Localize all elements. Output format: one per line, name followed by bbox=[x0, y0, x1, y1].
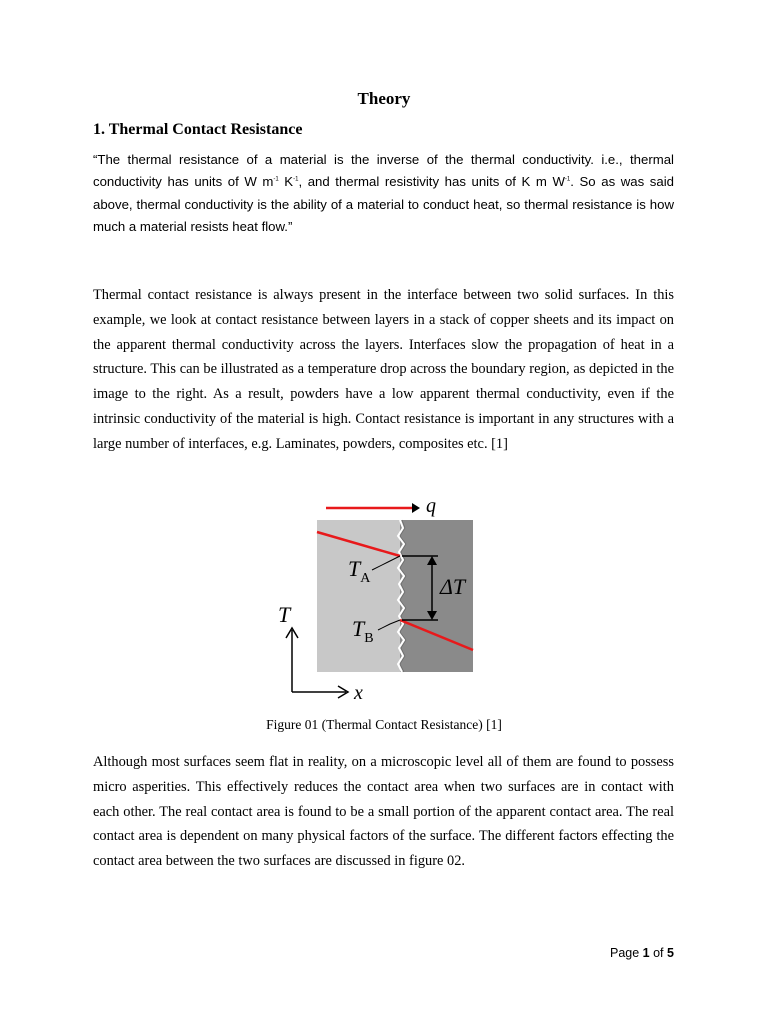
quote-text-3: , and thermal resistivity has units of K m W bbox=[298, 174, 565, 190]
figure-caption: Figure 01 (Thermal Contact Resistance) [1] bbox=[266, 717, 502, 732]
axis-label-t: T bbox=[278, 602, 291, 627]
body-paragraph-1: Thermal contact resistance is always present in the interface between two solid surfaces. In this example, we look at contact resistance between layers in a stack of copper sheets and its impact on the apparent thermal conductivity across the layers. Interfaces slow the propagation of heat in a structure. This can be illustrated as a temperature drop across the boundary region, as depicted in the image to the right. As a result, powders have a low apparent thermal conductivity, even if the intrinsic conductivity of the material is high. Contact resistance is important in any structures with a large number of interfaces, e.g. Laminates, powders, composites etc. [1] bbox=[93, 287, 674, 452]
left-block bbox=[317, 520, 402, 672]
section-heading: 1. Thermal Contact Resistance bbox=[93, 121, 303, 138]
quote-sup-1: -1 bbox=[273, 176, 279, 183]
axis-label-x: x bbox=[354, 682, 363, 704]
footer-page-word: Page bbox=[610, 946, 643, 960]
quote-text-4: . So as was said above, thermal conductivity is the ability of a material to conduct heat, so thermal resistance is how much a material resists heat flow.” bbox=[93, 174, 674, 234]
quote-sup-3: -1 bbox=[564, 176, 571, 183]
label-delta-t: ΔT bbox=[440, 574, 466, 599]
thermal-contact-figure bbox=[272, 490, 482, 705]
quote-text-1: “The thermal resistance of a material is the inverse of the thermal conductivity. i.e., thermal conductivity has units of W m bbox=[93, 152, 674, 190]
page-title: Theory bbox=[357, 89, 411, 108]
footer-total-pages: 5 bbox=[667, 946, 674, 960]
page-footer bbox=[610, 946, 674, 960]
footer-current-page: 1 bbox=[642, 946, 650, 960]
quote-text-2: K bbox=[278, 174, 294, 190]
label-tb: $T_B$ bbox=[352, 616, 374, 646]
quote-paragraph bbox=[93, 149, 674, 238]
quote-sup-2: -1 bbox=[293, 176, 299, 183]
label-q: q bbox=[426, 495, 436, 517]
body-paragraph-2: Although most surfaces seem flat in reality, on a microscopic level all of them are found to possess micro asperities. This effectively reduces the contact area when two surfaces are in contact with each other. The real contact area is found to be a small portion of the apparent contact area. The real contact area is dependent on many physical factors of the surface. The different factors effecting the contact area between the two surfaces are discussed in figure 02. bbox=[93, 754, 674, 870]
footer-of-word: of bbox=[649, 946, 667, 960]
label-ta: $T_A$ bbox=[348, 556, 371, 586]
